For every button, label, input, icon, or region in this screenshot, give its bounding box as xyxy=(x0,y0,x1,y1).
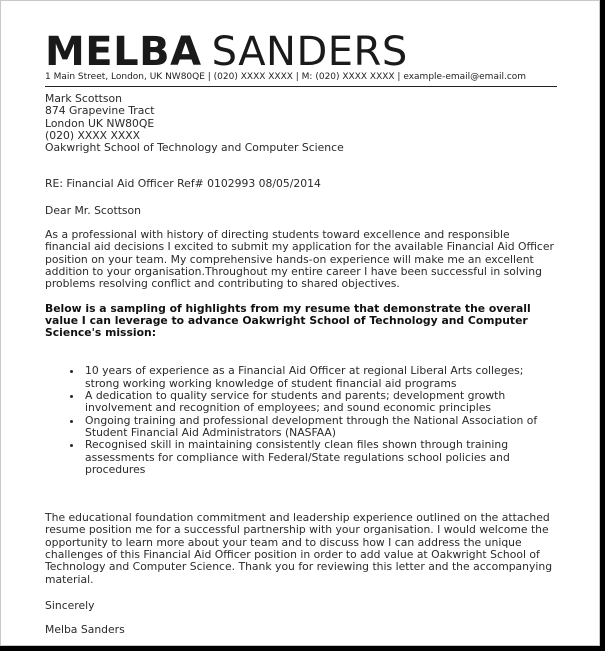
first-name: MELBA xyxy=(45,29,202,75)
applicant-name xyxy=(45,31,408,73)
greeting: Dear Mr. Scottson xyxy=(45,203,142,217)
re-line: RE: Financial Aid Officer Ref# 0102993 08/05/2014 xyxy=(45,177,321,191)
list-item: • 10 years of experience as a Financial Aid Officer at regional Liberal Arts colleges; strong working working knowledge of student financial aid programs xyxy=(83,365,557,390)
signature-name: Melba Sanders xyxy=(45,623,125,637)
recipient-street: 874 Grapevine Tract xyxy=(45,104,155,118)
recipient-city: London UK NW80QE xyxy=(45,116,155,130)
recipient-phone: (020) XXXX XXXX xyxy=(45,128,141,142)
closing-salutation: Sincerely xyxy=(45,598,95,612)
list-item: • Ongoing training and professional development through the National Association of Student Financial Aid Administrators (NASFAA) xyxy=(83,415,557,440)
list-item: • Recognised skill in maintaining consistently clean files shown through training assessments for compliance with Federal/State regulations school policies and procedures xyxy=(83,439,557,476)
closing-paragraph: The educational foundation commitment and leadership experience outlined on the attached resume position me for a successful partnership with your organisation. I would welcome the opportunity to learn more about your team and to discuss how I can address the unique challenges of this Financial Aid Officer position in order to add value at Oakwright School of Technology and Computer Science. Thank you for reviewing this letter and the accompanying material. xyxy=(45,511,553,586)
recipient-name: Mark Scottson xyxy=(45,92,122,105)
opening-paragraph: As a professional with history of directing students toward excellence and responsible financial aid decisions I excited to submit my application for the available Financial Aid Officer position on your team. My comprehensive hands-on experience will make me an excellent addition to your organisation.Throughout my entire career I have been successful in solving problems resolving conflict and contributing to shared objectives. xyxy=(45,228,554,291)
highlights-intro: Below is a sampling of highlights from my resume that demonstrate the overall value I can leverage to advance Oakwright School of Technology and Computer Science's mission: xyxy=(45,301,531,340)
list-item: • A dedication to quality service for students and parents; development growth involvement and recognition of employees; and sound economic principles xyxy=(83,390,557,415)
highlights-list xyxy=(45,365,557,476)
last-name: SANDERS xyxy=(211,29,408,75)
recipient-organisation: Oakwright School of Technology and Computer Science xyxy=(45,141,344,155)
letter-body xyxy=(45,93,557,637)
contact-line: 1 Main Street, London, UK NW80QE | (020) XXXX XXXX | M: (020) XXXX XXXX | example-email@email.com xyxy=(45,71,557,87)
recipient-block xyxy=(45,93,557,154)
